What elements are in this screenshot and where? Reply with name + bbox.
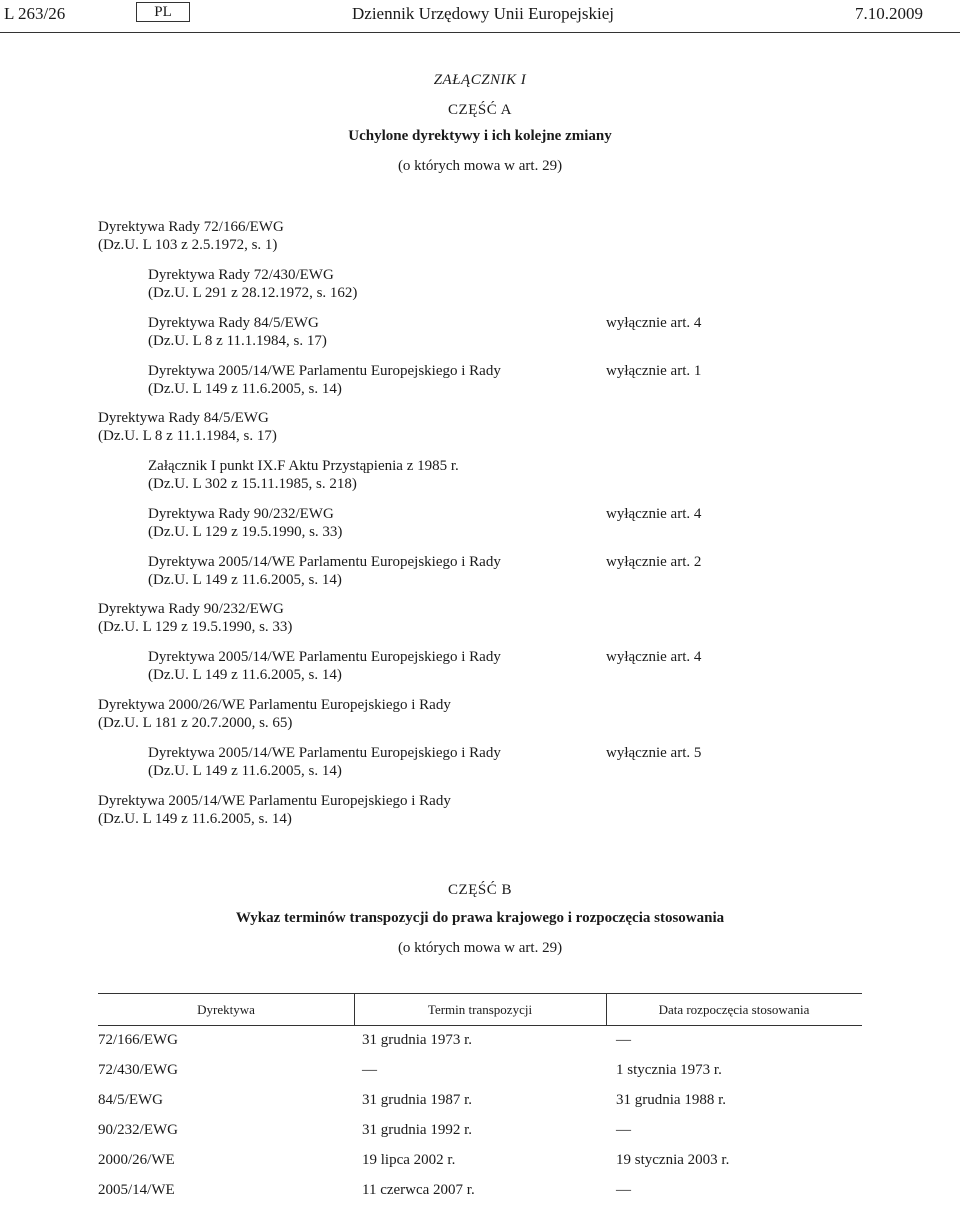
entry-scope: wyłącznie art. 4 (606, 506, 702, 522)
table-row (98, 1091, 862, 1113)
table-top-rule (98, 993, 862, 994)
amendment-entry (148, 457, 459, 493)
entry-title: Dyrektywa 2005/14/WE Parlamentu Europejskiego i Rady (148, 745, 501, 761)
cell-transposition-deadline: 11 czerwca 2007 r. (362, 1182, 475, 1198)
entry-title: Dyrektywa Rady 84/5/EWG (148, 315, 319, 331)
part-a-reference: (o których mowa w art. 29) (397, 158, 563, 174)
entry-title: Załącznik I punkt IX.F Aktu Przystąpienia z 1985 r. (148, 458, 459, 474)
cell-application-date: — (616, 1122, 631, 1138)
entry-citation: (Dz.U. L 103 z 2.5.1972, s. 1) (98, 237, 278, 253)
cell-directive: 72/166/EWG (98, 1032, 178, 1048)
entry-scope: wyłącznie art. 5 (606, 745, 702, 761)
entry-citation: (Dz.U. L 8 z 11.1.1984, s. 17) (98, 428, 277, 444)
cell-transposition-deadline: 19 lipca 2002 r. (362, 1152, 456, 1168)
cell-application-date: — (616, 1182, 631, 1198)
table-header-rule (98, 1025, 862, 1026)
cell-directive: 72/430/EWG (98, 1062, 178, 1078)
entry-title: Dyrektywa Rady 72/166/EWG (98, 219, 284, 235)
repealed-directive-entry (98, 600, 292, 636)
part-b-heading: CZĘŚĆ B (448, 882, 512, 898)
cell-application-date: 1 stycznia 1973 r. (616, 1062, 722, 1078)
entry-title: Dyrektywa Rady 90/232/EWG (148, 506, 334, 522)
column-header-directive: Dyrektywa (197, 1002, 255, 1017)
cell-application-date: 31 grudnia 1988 r. (616, 1092, 726, 1108)
table-row (98, 1151, 862, 1173)
cell-transposition-deadline: 31 grudnia 1992 r. (362, 1122, 472, 1138)
amendment-entry (148, 362, 501, 398)
amendment-entry (148, 553, 501, 589)
entry-citation: (Dz.U. L 302 z 15.11.1985, s. 218) (148, 476, 357, 492)
repealed-directive-entry (98, 696, 451, 732)
cell-transposition-deadline: 31 grudnia 1973 r. (362, 1032, 472, 1048)
entry-title: Dyrektywa 2005/14/WE Parlamentu Europejskiego i Rady (148, 554, 501, 570)
entry-title: Dyrektywa Rady 90/232/EWG (98, 601, 284, 617)
amendment-entry (148, 744, 501, 780)
amendment-entry (148, 505, 342, 541)
page-header (0, 0, 960, 28)
amendment-entry (148, 648, 501, 684)
cell-transposition-deadline: — (362, 1062, 377, 1078)
journal-title: Dziennik Urzędowy Unii Europejskiej (352, 4, 615, 23)
part-b-title: Wykaz terminów transpozycji do prawa krajowego i rozpoczęcia stosowania (235, 910, 725, 926)
cell-directive: 2000/26/WE (98, 1152, 175, 1168)
entry-citation: (Dz.U. L 149 z 11.6.2005, s. 14) (98, 811, 292, 827)
entry-scope: wyłącznie art. 4 (606, 315, 702, 331)
entry-citation: (Dz.U. L 149 z 11.6.2005, s. 14) (148, 667, 342, 683)
entry-citation: (Dz.U. L 181 z 20.7.2000, s. 65) (98, 715, 293, 731)
entry-citation: (Dz.U. L 129 z 19.5.1990, s. 33) (98, 619, 293, 635)
entry-citation: (Dz.U. L 149 z 11.6.2005, s. 14) (148, 763, 342, 779)
cell-application-date: — (616, 1032, 631, 1048)
language-badge: PL (136, 2, 190, 22)
entry-title: Dyrektywa 2005/14/WE Parlamentu Europejskiego i Rady (148, 363, 501, 379)
repealed-directive-entry (98, 218, 284, 254)
repealed-directive-entry (98, 409, 277, 445)
part-a-heading: CZĘŚĆ A (448, 102, 512, 118)
header-rule (0, 32, 960, 33)
entry-title: Dyrektywa 2000/26/WE Parlamentu Europejskiego i Rady (98, 697, 451, 713)
repealed-directive-entry (98, 792, 451, 828)
cell-directive: 2005/14/WE (98, 1182, 175, 1198)
publication-date: 7.10.2009 (855, 4, 923, 23)
table-row (98, 1181, 862, 1203)
entry-title: Dyrektywa 2005/14/WE Parlamentu Europejskiego i Rady (98, 793, 451, 809)
table-row (98, 1031, 862, 1053)
part-a-title: Uchylone dyrektywy i ich kolejne zmiany (348, 128, 612, 144)
table-row (98, 1061, 862, 1083)
page-number: L 263/26 (4, 4, 66, 23)
amendment-entry (148, 314, 327, 350)
entry-citation: (Dz.U. L 8 z 11.1.1984, s. 17) (148, 333, 327, 349)
entry-citation: (Dz.U. L 149 z 11.6.2005, s. 14) (148, 381, 342, 397)
column-header-application-date: Data rozpoczęcia stosowania (658, 1002, 810, 1017)
entry-citation: (Dz.U. L 129 z 19.5.1990, s. 33) (148, 524, 343, 540)
entry-scope: wyłącznie art. 2 (606, 554, 702, 570)
entry-citation: (Dz.U. L 291 z 28.12.1972, s. 162) (148, 285, 358, 301)
column-header-transposition-deadline: Termin transpozycji (427, 1002, 533, 1017)
part-b-reference: (o których mowa w art. 29) (397, 940, 563, 956)
annex-heading: ZAŁĄCZNIK I (433, 72, 527, 88)
cell-directive: 84/5/EWG (98, 1092, 163, 1108)
entry-scope: wyłącznie art. 1 (606, 363, 702, 379)
cell-directive: 90/232/EWG (98, 1122, 178, 1138)
entry-citation: (Dz.U. L 149 z 11.6.2005, s. 14) (148, 572, 342, 588)
entry-title: Dyrektywa Rady 72/430/EWG (148, 267, 334, 283)
table-row (98, 1121, 862, 1143)
cell-transposition-deadline: 31 grudnia 1987 r. (362, 1092, 472, 1108)
cell-application-date: 19 stycznia 2003 r. (616, 1152, 730, 1168)
entry-title: Dyrektywa Rady 84/5/EWG (98, 410, 269, 426)
amendment-entry (148, 266, 357, 302)
entry-scope: wyłącznie art. 4 (606, 649, 702, 665)
entry-title: Dyrektywa 2005/14/WE Parlamentu Europejskiego i Rady (148, 649, 501, 665)
